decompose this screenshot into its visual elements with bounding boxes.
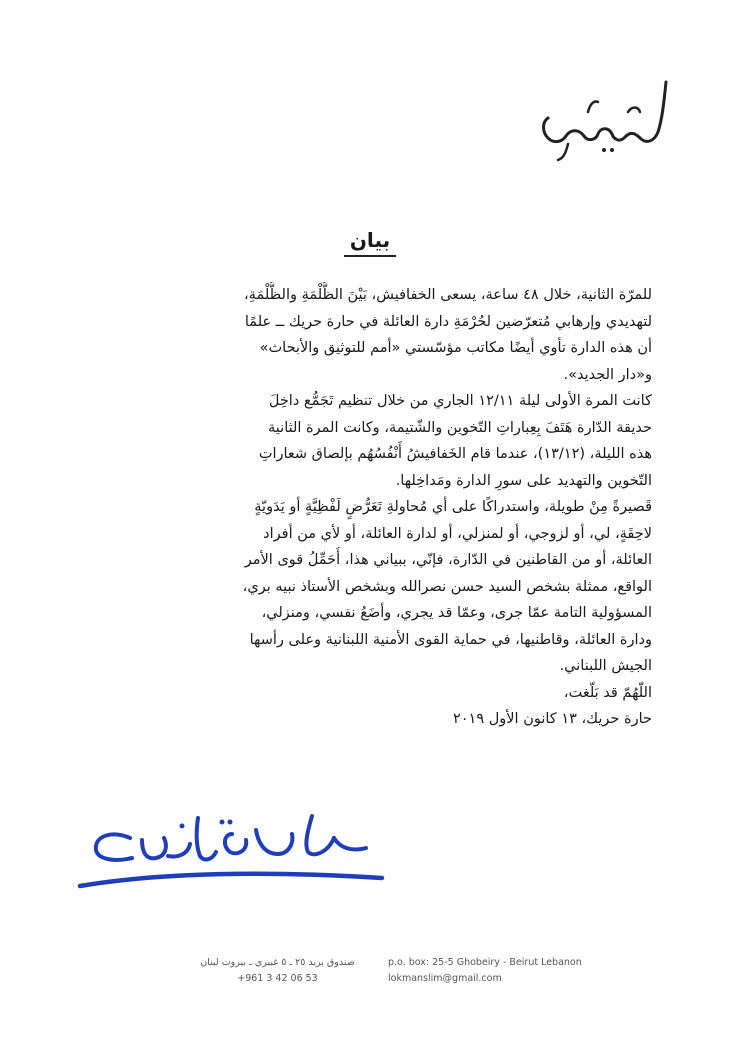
body-line: المسؤولية التامة عمّا جرى، وعمّا قد يجري، وأضَعُ نفسي، ومنزلي،	[261, 605, 652, 621]
body-line: التّخوين والتهديد على سورِ الدارة ومَداخِلها.	[395, 472, 652, 489]
footer-arabic-address: صندوق بريد ٢٥ ـ ٥ غبيري ـ بيروت لبنان	[200, 957, 355, 968]
body-line: قَصيرةً مِنْ طويلة، واستدراكًا على أي مُحاولةِ تَعَرُّضٍ لَفْظِيَّةٍ أو يَدَويّةٍ	[254, 499, 652, 515]
body-line: اللّهُمّ قد بَلّغت،	[563, 684, 652, 701]
statement-title	[0, 228, 740, 257]
body-line: هذه الليلة، (١٣/١٢)، عندما قام الخَفافيشُ أَنْفُسُهُم بإلصاق شعاراتِ	[258, 446, 652, 462]
body-line: و«دار الجديد».	[563, 366, 652, 383]
body-line: حديقة الدّارة هَتَفَ بِعِباراتِ التّخوين والشّتيمة، وكانت المرة الثانية	[268, 419, 652, 436]
calligraphy-logo-icon	[528, 72, 678, 162]
date-place-line: حارة حريك، ١٣ كانون الأول ٢٠١٩	[452, 711, 652, 727]
body-line: لتهديدي وإرهابي مُتعرّضين لحُرْمَةِ دارة العائلة في حارة حريك ــ علمًا	[244, 313, 652, 330]
footer-phone: +961 3 42 06 53	[237, 973, 318, 984]
signature-icon	[72, 808, 402, 898]
footer-english-contact	[388, 955, 598, 987]
body-line: ودارة العائلة، وقاطنيها، في حماية القوى الأمنية اللبنانية وعلى رأسها	[249, 631, 652, 648]
body-line: العائلة، أو من القاطنين في الدّارة، فإنّي، ببياني هذا، أُحَمِّلُ قوى الأمر	[244, 552, 652, 568]
body-line: أن هذه الدارة تأوي أيضًا مكاتب مؤسّستي «أمم للتوثيق والأبحاث»	[259, 340, 652, 356]
statement-title-text: بيان	[344, 228, 396, 257]
statement-body	[88, 282, 652, 733]
body-line: الواقع، ممثلة بشخص السيد حسن نصرالله وبشخص الأستاذ نبيه بري،	[242, 578, 652, 595]
footer-english-address: p.o. box: 25-5 Ghobeiry - Beirut Lebanon	[388, 957, 582, 968]
footer-arabic-contact	[190, 955, 365, 987]
letterhead-logo	[528, 72, 678, 162]
body-line: الجيش اللبناني.	[559, 658, 652, 674]
body-line: كانت المرة الأولى ليلة ١٢/١١ الجاري من خلال تنظيم تَجَمُّع داخِلَ	[268, 393, 652, 409]
handwritten-signature	[72, 808, 402, 898]
body-line: لاحِقَةٍ، لي، أو لزوجي، أو لمنزلي، أو لدارة العائلة، أو لأي من أفراد	[263, 525, 652, 542]
footer-email[interactable]: lokmanslim@gmail.com	[388, 973, 502, 984]
body-line: للمرّة الثانية، خلال ٤٨ ساعة، يسعى الخفافيش، بَيْنَ الظُّلْمَةِ والظُّلْمَةِ،	[244, 287, 652, 303]
